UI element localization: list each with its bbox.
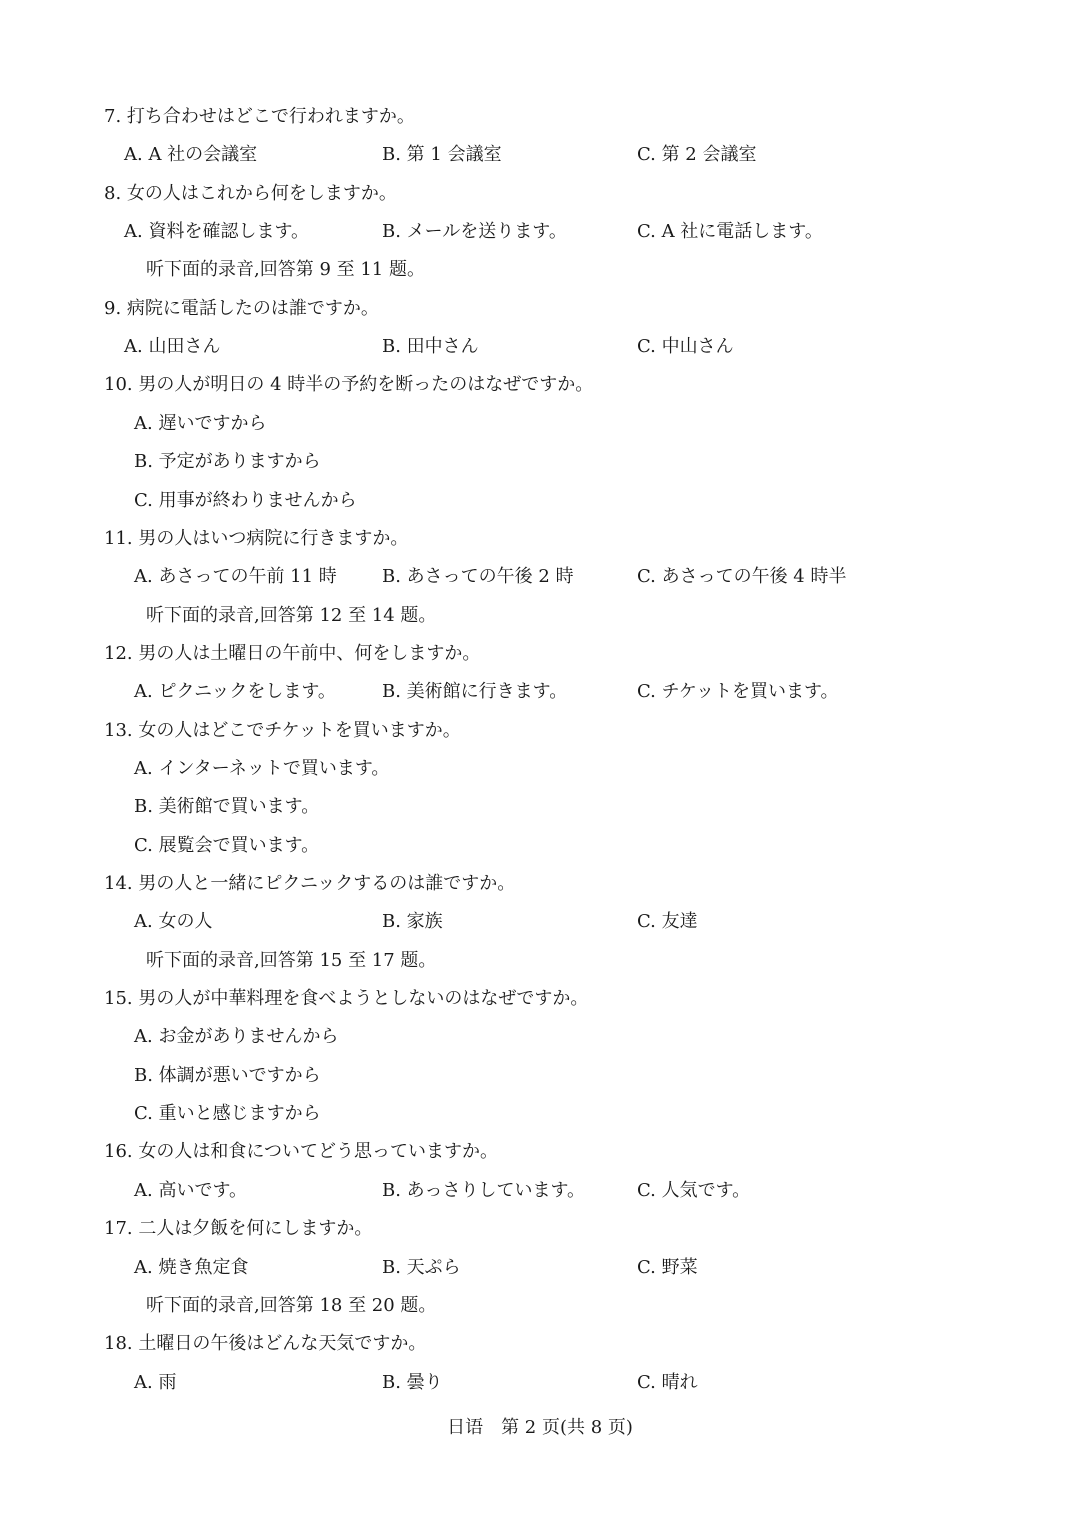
answer-option-b: B. 美術館に行きます。 [382, 681, 568, 702]
answer-option-c: C. あさっての午後 4 時半 [637, 566, 847, 587]
answer-option: C. 展覧会で買います。 [134, 835, 320, 856]
answer-option-c: C. 晴れ [637, 1372, 698, 1393]
answer-option-a: A. 焼き魚定食 [134, 1257, 249, 1278]
answer-option-b: B. 第 1 会議室 [382, 144, 502, 165]
listening-instruction: 听下面的录音,回答第 18 至 20 题。 [146, 1295, 437, 1316]
answer-option-b: B. 曇り [382, 1372, 443, 1393]
question-text: 18. 土曜日の午後はどんな天気ですか。 [104, 1333, 427, 1354]
question-text: 11. 男の人はいつ病院に行きますか。 [104, 528, 409, 549]
answer-option-c: C. 人気です。 [637, 1180, 751, 1201]
answer-option: B. 体調が悪いですから [134, 1065, 321, 1086]
answer-option-a: A. 資料を確認します。 [124, 221, 310, 242]
answer-option-b: B. 田中さん [382, 336, 479, 357]
answer-option-c: C. 野菜 [637, 1257, 698, 1278]
listening-instruction: 听下面的录音,回答第 9 至 11 题。 [146, 259, 425, 280]
answer-option-c: C. 第 2 会議室 [637, 144, 757, 165]
question-text: 12. 男の人は土曜日の午前中、何をしますか。 [104, 643, 481, 664]
answer-option: A. お金がありませんから [134, 1026, 339, 1047]
answer-option: C. 用事が終わりませんから [134, 490, 357, 511]
question-text: 13. 女の人はどこでチケットを買いますか。 [104, 720, 461, 741]
listening-instruction: 听下面的录音,回答第 12 至 14 题。 [146, 605, 437, 626]
answer-option: A. インターネットで買います。 [134, 758, 390, 779]
answer-option-c: C. 中山さん [637, 336, 734, 357]
answer-option-a: A. A 社の会議室 [124, 144, 258, 165]
answer-option-a: A. 山田さん [124, 336, 221, 357]
answer-option-a: A. ピクニックをします。 [134, 681, 336, 702]
question-text: 17. 二人は夕飯を何にしますか。 [104, 1218, 373, 1239]
answer-option-c: C. チケットを買います。 [637, 681, 839, 702]
listening-instruction: 听下面的录音,回答第 15 至 17 题。 [146, 950, 437, 971]
answer-option-a: A. 女の人 [134, 911, 213, 932]
answer-option-b: B. 天ぷら [382, 1257, 461, 1278]
question-text: 10. 男の人が明日の 4 時半の予約を断ったのはなぜですか。 [104, 374, 594, 395]
question-text: 8. 女の人はこれから何をしますか。 [104, 183, 397, 204]
answer-option: A. 遅いですから [134, 413, 267, 434]
page-footer: 日语 第 2 页(共 8 页) [447, 1417, 633, 1438]
question-text: 14. 男の人と一緒にピクニックするのは誰ですか。 [104, 873, 516, 894]
answer-option: B. 美術館で買います。 [134, 796, 320, 817]
answer-option-a: A. 高いです。 [134, 1180, 248, 1201]
question-text: 7. 打ち合わせはどこで行われますか。 [104, 106, 415, 127]
answer-option-b: B. あっさりしています。 [382, 1180, 586, 1201]
answer-option-c: C. 友達 [637, 911, 698, 932]
question-text: 15. 男の人が中華料理を食べようとしないのはなぜですか。 [104, 988, 589, 1009]
answer-option: C. 重いと感じますから [134, 1103, 321, 1124]
question-text: 16. 女の人は和食についてどう思っていますか。 [104, 1141, 498, 1162]
answer-option-b: B. あさっての午後 2 時 [382, 566, 574, 587]
answer-option-a: A. 雨 [134, 1372, 177, 1393]
answer-option-b: B. メールを送ります。 [382, 221, 567, 242]
question-text: 9. 病院に電話したのは誰ですか。 [104, 298, 379, 319]
answer-option-c: C. A 社に電話します。 [637, 221, 823, 242]
answer-option-a: A. あさっての午前 11 時 [134, 566, 337, 587]
answer-option: B. 予定がありますから [134, 451, 321, 472]
answer-option-b: B. 家族 [382, 911, 443, 932]
